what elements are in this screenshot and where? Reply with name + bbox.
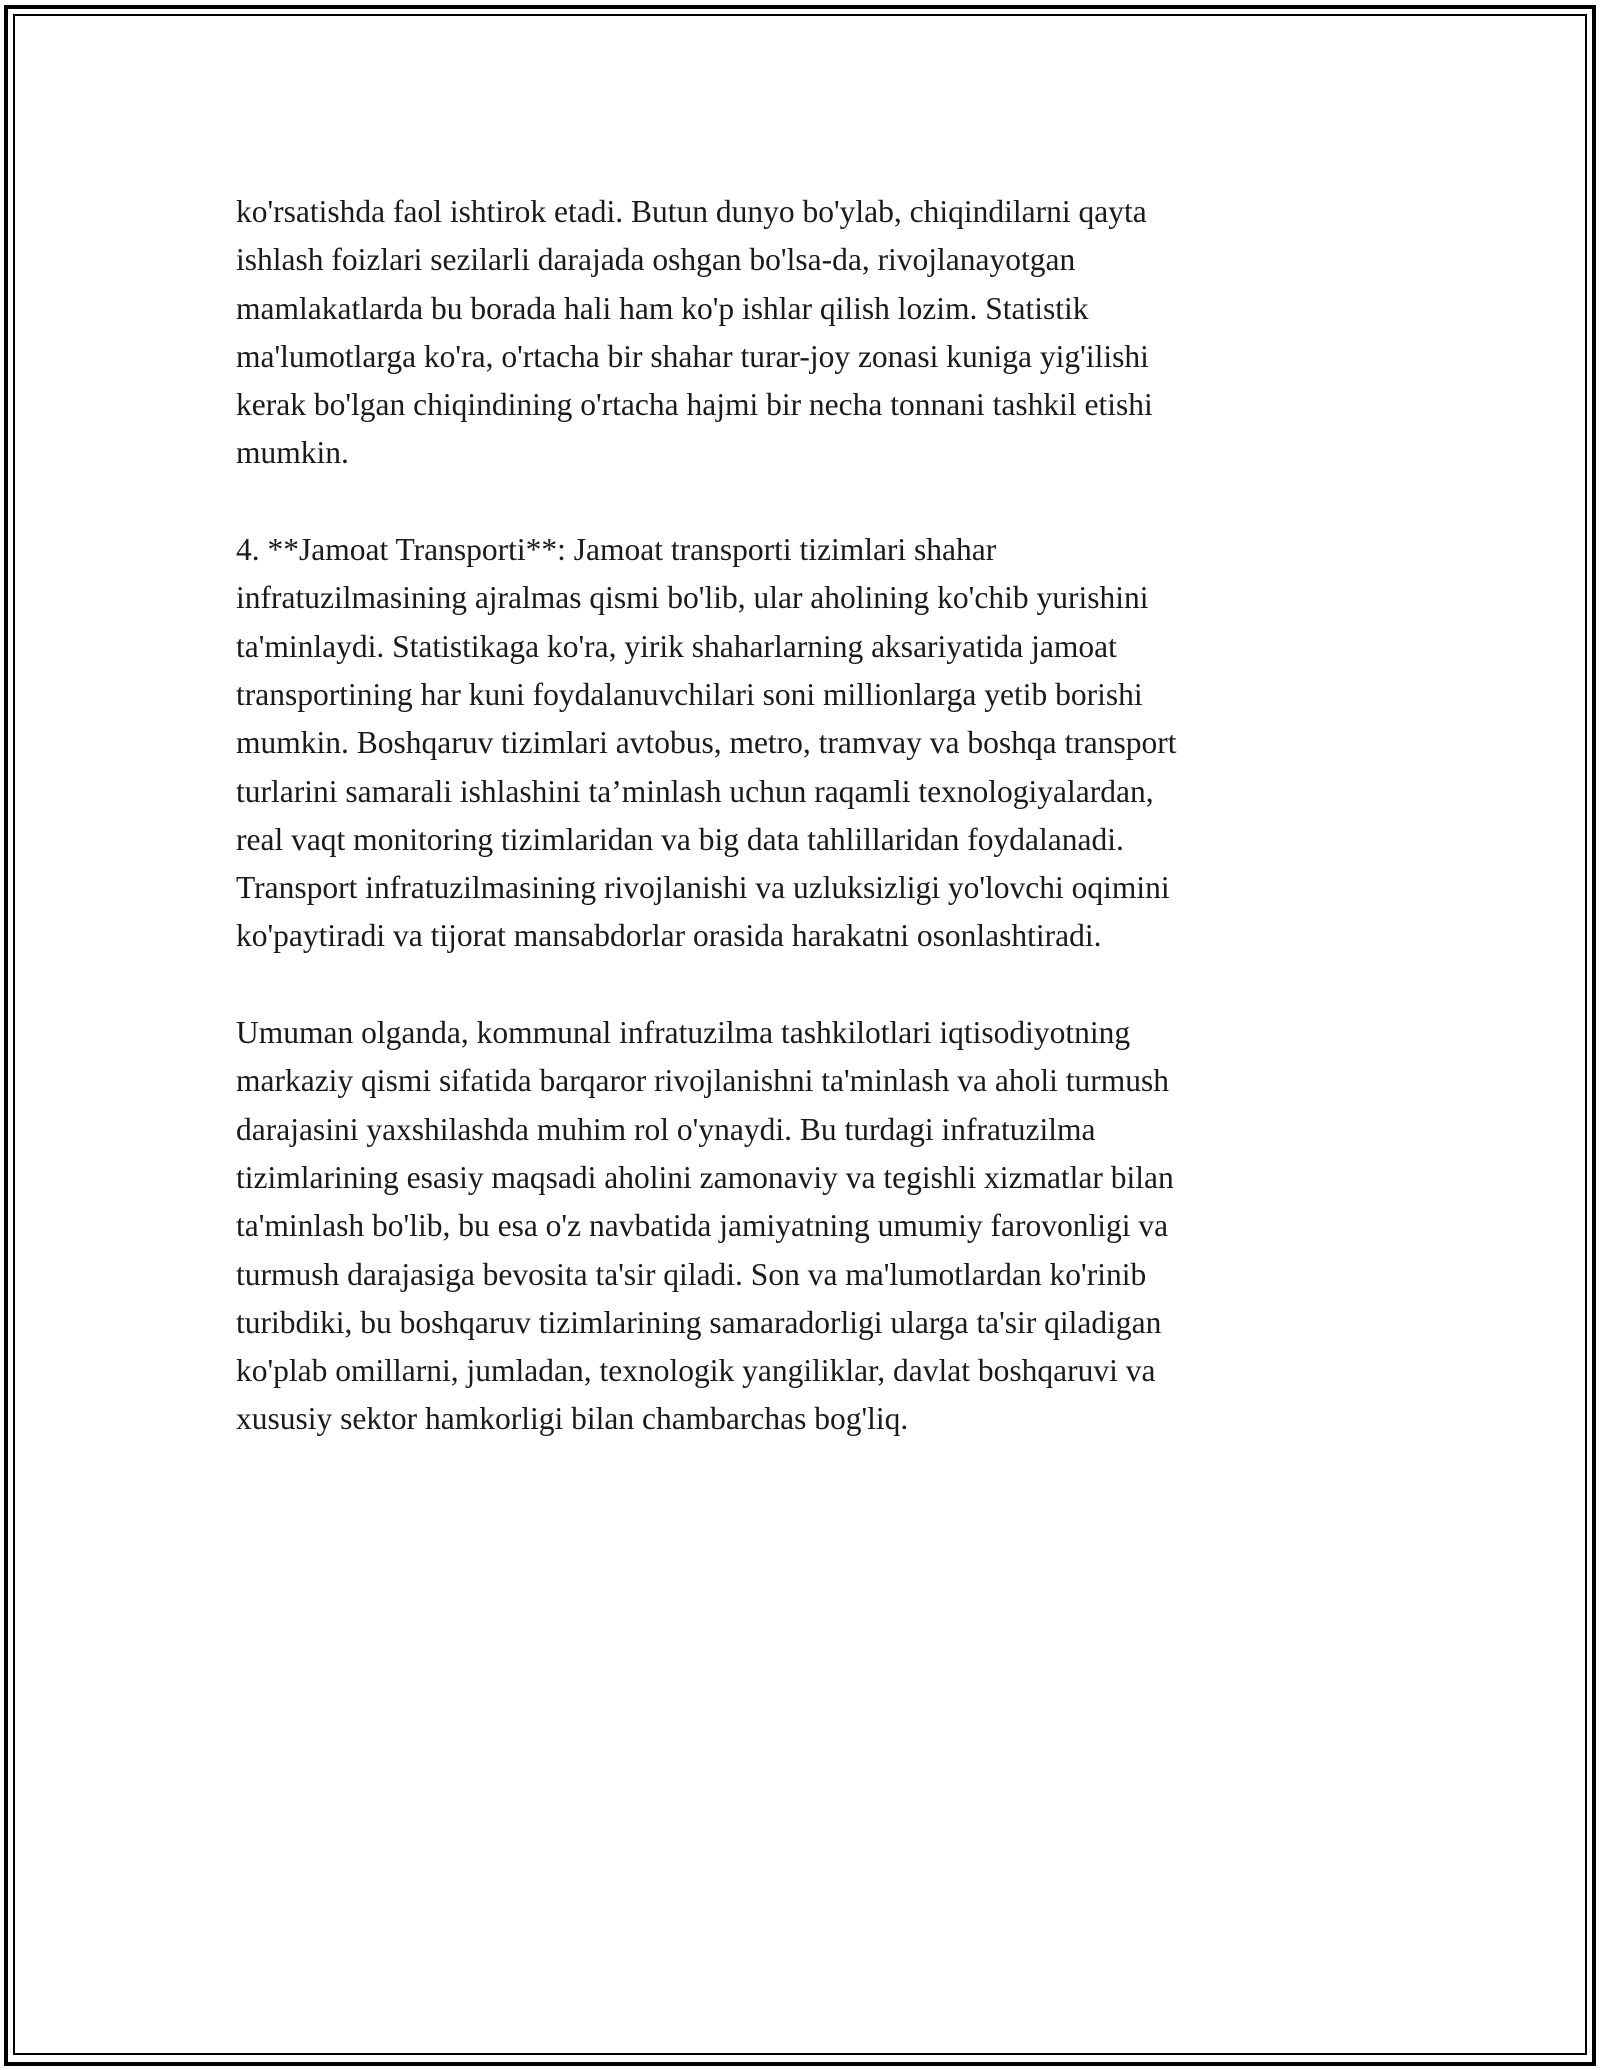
text-line: ma'lumotlarga ko'ra, o'rtacha bir shahar turar-joy zonasi kuniga yig'ilishi	[236, 338, 1149, 374]
text-line: turibdiki, bu boshqaruv tizimlarining samaradorligi ularga ta'sir qiladigan	[236, 1304, 1162, 1340]
text-line: ko'rsatishda faol ishtirok etadi. Butun dunyo bo'ylab, chiqindilarni qayta	[236, 194, 1147, 229]
text-line: tizimlarining esasiy maqsadi aholini zamonaviy va tegishli xizmatlar bilan	[236, 1159, 1174, 1195]
text-line: markaziy qismi sifatida barqaror rivojlanishni ta'minlash va aholi turmush	[236, 1063, 1169, 1099]
text-line: xususiy sektor hamkorligi bilan chambarchas bog'liq.	[236, 1401, 909, 1437]
text-line: darajasini yaxshilashda muhim rol o'ynaydi. Bu turdagi infratuzilma	[236, 1111, 1096, 1147]
text-line: turmush darajasiga bevosita ta'sir qiladi. Son va ma'lumotlardan ko'rinib	[236, 1256, 1147, 1292]
text-line: ko'plab omillarni, jumladan, texnologik yangiliklar, davlat boshqaruvi va	[236, 1353, 1156, 1389]
text-line: ko'paytiradi va tijorat mansabdorlar orasida harakatni osonlashtiradi.	[236, 918, 1102, 954]
text-line: ishlash foizlari sezilarli darajada oshgan bo'lsa-da, rivojlanayotgan	[236, 242, 1076, 278]
text-line: mamlakatlarda bu borada hali ham ko'p ishlar qilish lozim. Statistik	[236, 290, 1089, 326]
text-line: ta'minlaydi. Statistikaga ko'ra, yirik shaharlarning aksariyatida jamoat	[236, 628, 1117, 664]
text-line: transportining har kuni foydalanuvchilari soni millionlarga yetib borishi	[236, 676, 1143, 712]
text-line: ta'minlash bo'lib, bu esa o'z navbatida jamiyatning umumiy farovonligi va	[236, 1208, 1169, 1244]
text-line: real vaqt monitoring tizimlaridan va big data tahlillaridan foydalanadi.	[236, 821, 1124, 857]
text-line: infratuzilmasining ajralmas qismi bo'lib, ular aholining ko'chib yurishini	[236, 580, 1149, 616]
paragraph-waste-management	[236, 188, 1356, 478]
text-line: mumkin.	[236, 435, 349, 471]
text-line: 4. **Jamoat Transporti**: Jamoat transporti tizimlari shahar	[236, 532, 997, 568]
text-line: Transport infratuzilmasining rivojlanishi va uzluksizligi yo'lovchi oqimini	[236, 870, 1170, 906]
text-line: Umuman olganda, kommunal infratuzilma tashkilotlari iqtisodiyotning	[236, 1015, 1131, 1051]
paragraph-conclusion	[236, 1009, 1356, 1444]
text-line: kerak bo'lgan chiqindining o'rtacha hajmi bir necha tonnani tashkil etishi	[236, 387, 1153, 423]
text-line: mumkin. Boshqaruv tizimlari avtobus, metro, tramvay va boshqa transport	[236, 725, 1177, 761]
text-line: turlarini samarali ishlashini ta’minlash uchun raqamli texnologiyalardan,	[236, 773, 1154, 809]
document-body	[236, 188, 1356, 1492]
paragraph-public-transport	[236, 526, 1356, 961]
